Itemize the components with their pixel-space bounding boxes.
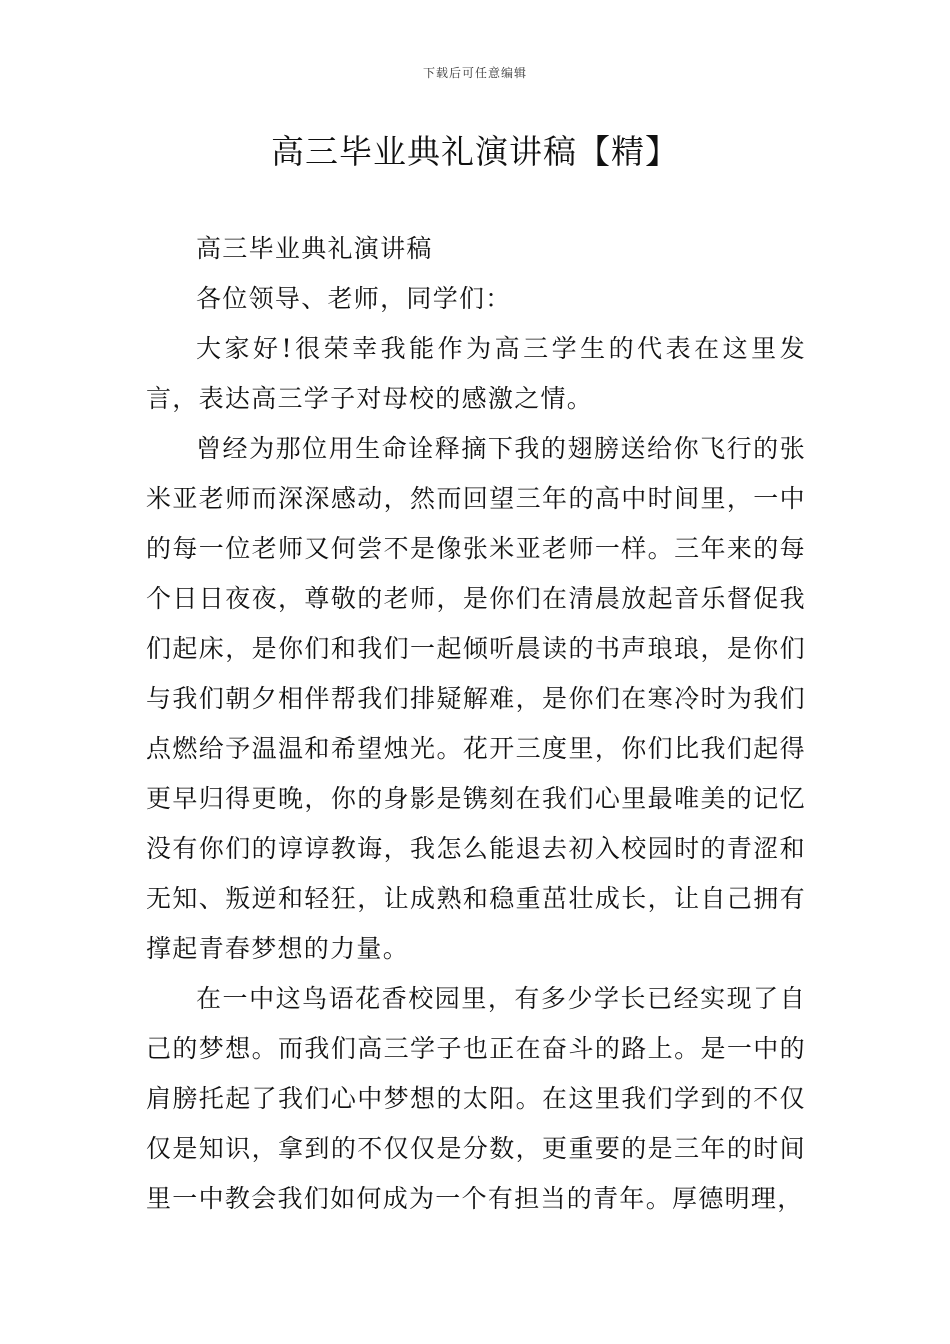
document-title: 高三毕业典礼演讲稿【精】 <box>271 132 679 171</box>
paragraph-teachers: 曾经为那位用生命诠释摘下我的翅膀送给你飞行的张米亚老师而深深感动，然而回望三年的高中时间里，一中的每一位老师又何尝不是像张米亚老师一样。三年来的每个日日夜夜，尊敬的老师，是你们在清晨放起音乐督促我们起床，是你们和我们一起倾听晨读的书声琅琅，是你们与我们朝夕相伴帮我们排疑解难，是你们在寒冷时为我们点燃给予温温和希望烛光。花开三度里，你们比我们起得更早归得更晚，你的身影是镌刻在我们心里最唯美的记忆没有你们的谆谆教诲，我怎么能退去初入校园时的青涩和无知、叛逆和轻狂，让成熟和稳重茁壮成长，让自己拥有撑起青春梦想的力量。 <box>146 434 806 963</box>
paragraph-salutation: 各位领导、老师，同学们： <box>196 284 512 313</box>
paragraph-greeting: 大家好!很荣幸我能作为高三学生的代表在这里发言，表达高三学子对母校的感激之情。 <box>146 334 806 413</box>
document-body <box>146 224 806 1224</box>
paragraph-subtitle: 高三毕业典礼演讲稿 <box>196 234 433 263</box>
header-note: 下载后可任意编辑 <box>422 66 527 80</box>
paragraph-campus: 在一中这鸟语花香校园里，有多少学长已经实现了自己的梦想。而我们高三学子也正在奋斗的路上。是一中的肩膀托起了我们心中梦想的太阳。在这里我们学到的不仅仅是知识，拿到的不仅仅是分数，更重要的是三年的时间里一中教会我们如何成为一个有担当的青年。厚德明理， <box>146 984 806 1213</box>
